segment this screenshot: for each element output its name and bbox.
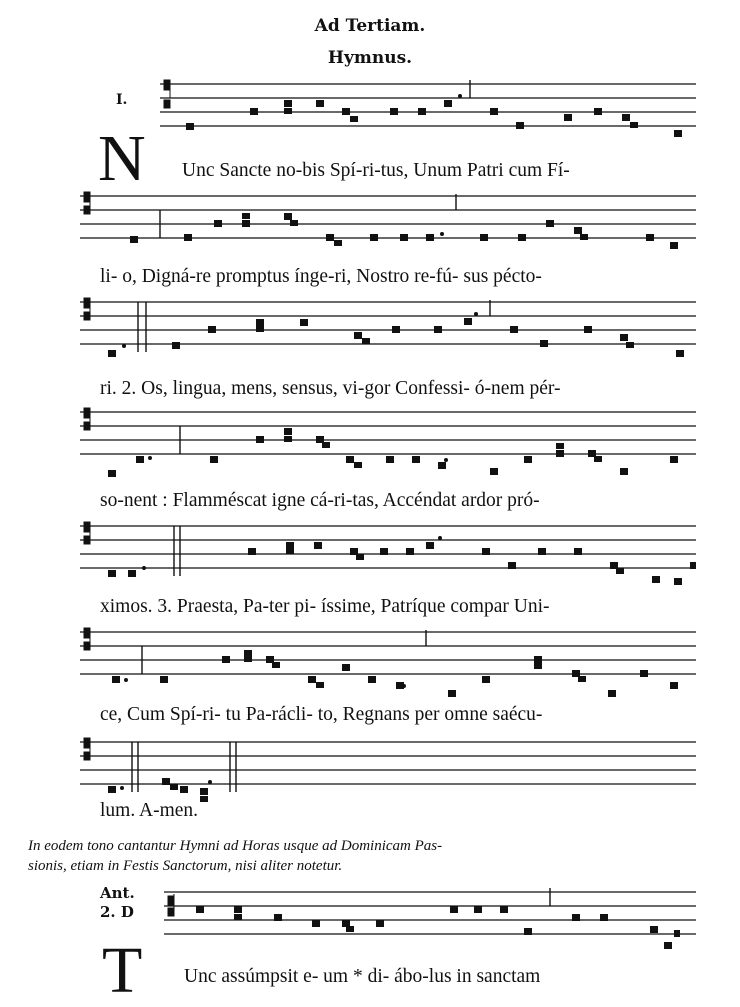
- hymn-number: I.: [116, 92, 128, 108]
- chant-staff-2: [80, 190, 696, 250]
- staff-svg-antiphon: [80, 886, 696, 946]
- hymn-line-2: li- o, Digná-re promptus ínge-ri, Nostro re-fú- sus pécto-: [100, 266, 542, 287]
- hymn-initial-n: N: [98, 122, 146, 195]
- staff-svg-5: [80, 520, 696, 580]
- staff-svg-6: [80, 626, 696, 686]
- hymn-line-7: lum. A-men.: [100, 800, 199, 821]
- office-title: Ad Tertiam.: [314, 16, 426, 36]
- hymn-line-3: ri. 2. Os, lingua, mens, sensus, vi-gor Confessi- ó-nem pér-: [100, 378, 561, 399]
- hymn-line-6: ce, Cum Spí-ri- tu Pa-rácli- to, Regnans per omne saécu-: [100, 704, 543, 725]
- antiphon-label-ant: Ant.: [100, 884, 135, 902]
- section-title: Hymnus.: [327, 48, 413, 68]
- chant-staff-7: [80, 736, 696, 796]
- chant-staff-1: [80, 78, 696, 138]
- staff-svg-4: [80, 406, 696, 466]
- chant-staff-6: [80, 626, 696, 686]
- chant-staff-4: [80, 406, 696, 466]
- chant-staff-3: [80, 296, 696, 356]
- rubric-line-2: sionis, etiam in Festis Sanctorum, nisi aliter notetur.: [28, 858, 343, 874]
- rubric-line-1: In eodem tono cantantur Hymni ad Horas usque ad Dominicam Pas-: [28, 838, 443, 854]
- hymn-line-4: so-nent : Flamméscat igne cá-ri-tas, Accéndat ardor pró-: [100, 490, 540, 511]
- staff-svg-7: [80, 736, 696, 796]
- antiphon-line-1: Unc assúmpsit e- um * di- ábo-lus in sanctam: [184, 966, 541, 987]
- staff-svg-1: [80, 78, 696, 138]
- antiphon-initial-t: T: [102, 934, 143, 1007]
- chant-staff-antiphon: [80, 886, 696, 946]
- hymn-line-5: ximos. 3. Praesta, Pa-ter pi- íssime, Patríque compar Uni-: [100, 596, 550, 617]
- staff-svg-3: [80, 296, 696, 356]
- staff-svg-2: [80, 190, 696, 250]
- chant-staff-5: [80, 520, 696, 580]
- antiphon-label-mode: 2. D: [100, 903, 134, 921]
- hymn-line-1: Unc Sancte no-bis Spí-ri-tus, Unum Patri cum Fí-: [182, 160, 570, 181]
